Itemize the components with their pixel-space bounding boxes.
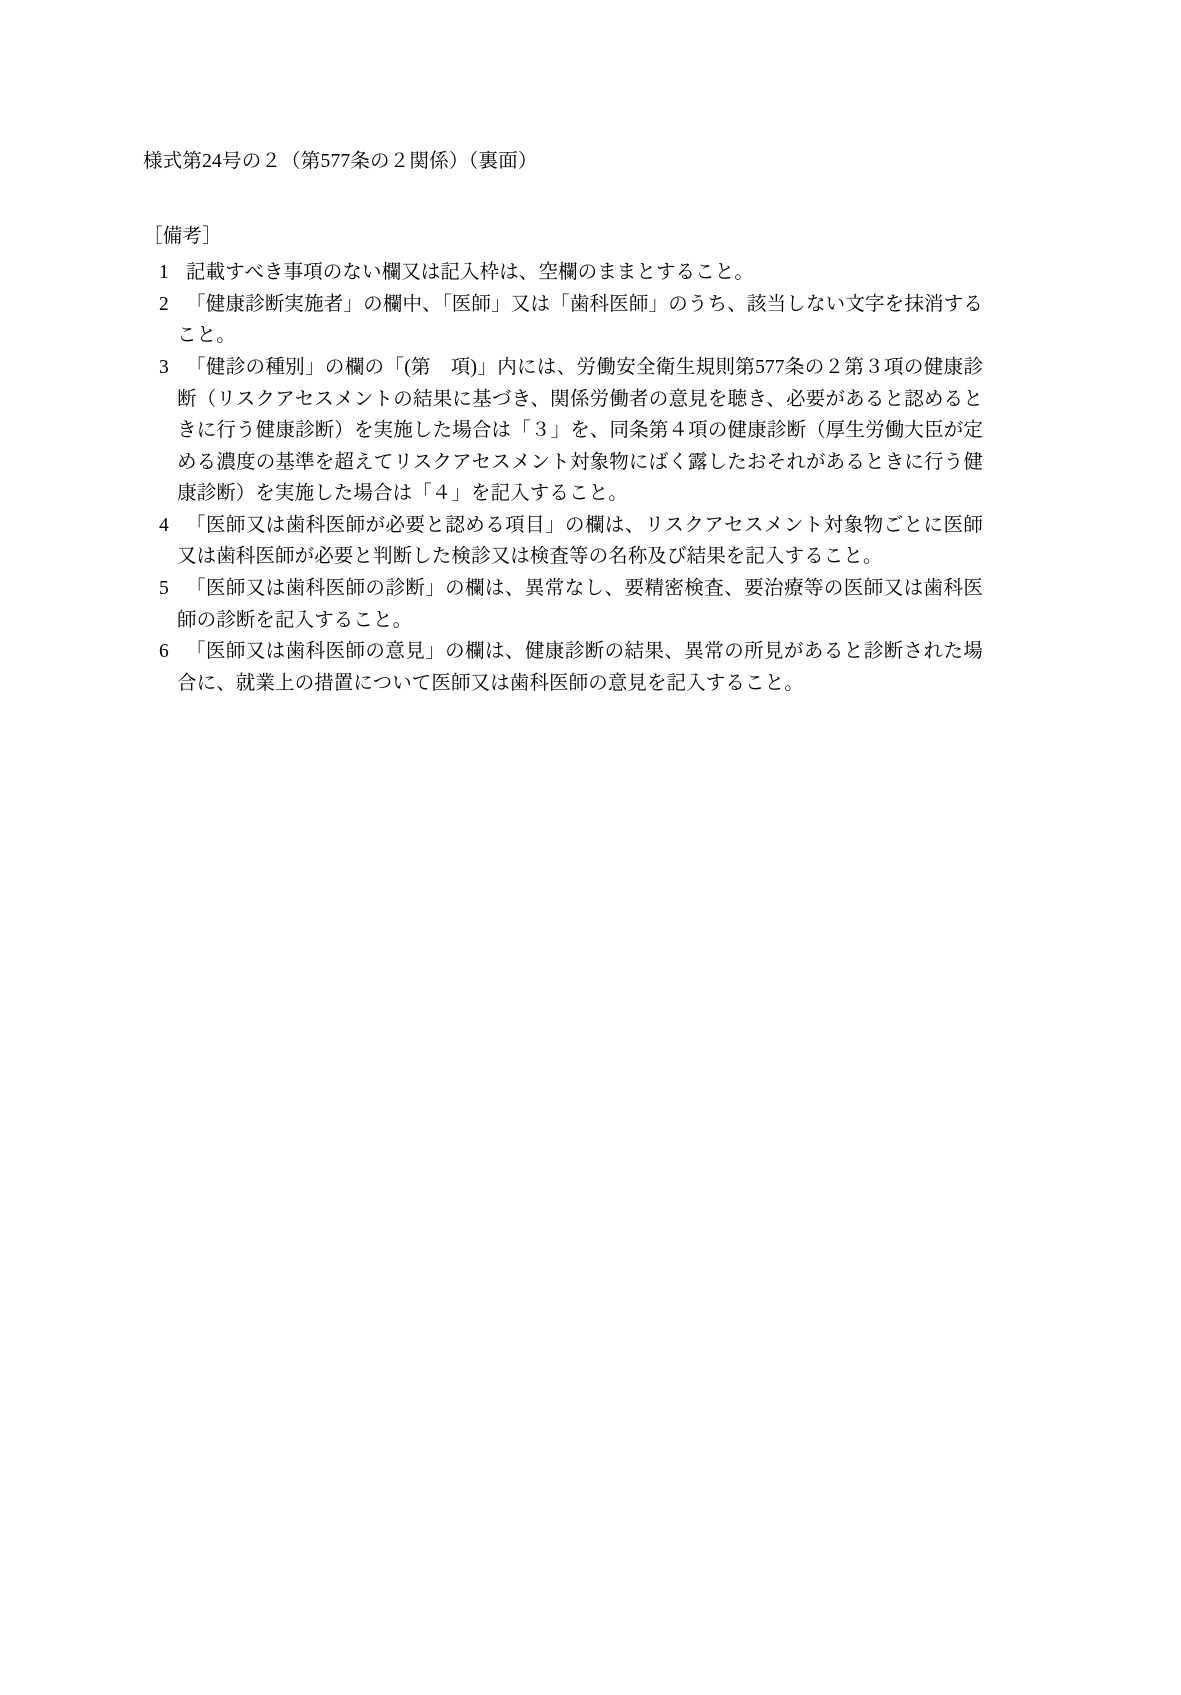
note-number: 1 — [159, 262, 169, 284]
note-item — [143, 289, 983, 352]
note-number: 4 — [159, 514, 169, 536]
form-title: 様式第24号の２（第577条の２関係）（裏面） — [143, 151, 538, 172]
note-text: 「健康診断実施者」の欄中、「医師」又は「歯科医師」のうち、該当しない文字を抹消すること。 — [177, 293, 983, 347]
note-item — [143, 510, 983, 573]
note-item — [143, 636, 983, 699]
note-text: 「医師又は歯科医師の意見」の欄は、健康診断の結果、異常の所見があると診断された場合に、就業上の措置について医師又は歯科医師の意見を記入すること。 — [177, 641, 983, 694]
note-text: 「健診の種別」の欄の「(第 項)」内には、労働安全衛生規則第577条の２第３項の健康診断（リスクアセスメントの結果に基づき、関係労働者の意見を聴き、必要があると認めるときに行う健康診断）を実施した場合は「３」を、同条第４項の健康診断（厚生労働大臣が定める濃度の基準を超えてリスクアセスメント対象物にばく露したおそれがあるときに行う健康診断）を実施した場合は「４」を記入すること。 — [177, 356, 983, 505]
note-item — [143, 352, 983, 510]
notes-section — [143, 222, 983, 699]
notes-section-heading: ［備考］ — [143, 226, 222, 247]
note-item — [143, 257, 983, 289]
note-number: 5 — [159, 578, 169, 600]
note-item — [143, 573, 983, 636]
note-number: 2 — [159, 293, 169, 315]
note-text: 「医師又は歯科医師の診断」の欄は、異常なし、要精密検査、要治療等の医師又は歯科医師の診断を記入すること。 — [177, 578, 983, 631]
note-number: 6 — [159, 641, 169, 663]
note-text: 「医師又は歯科医師が必要と認める項目」の欄は、リスクアセスメント対象物ごとに医師又は歯科医師が必要と判断した検診又は検査等の名称及び結果を記入すること。 — [177, 514, 983, 568]
note-text: 記載すべき事項のない欄又は記入枠は、空欄のままとすること。 — [186, 262, 755, 284]
note-number: 3 — [159, 356, 169, 378]
